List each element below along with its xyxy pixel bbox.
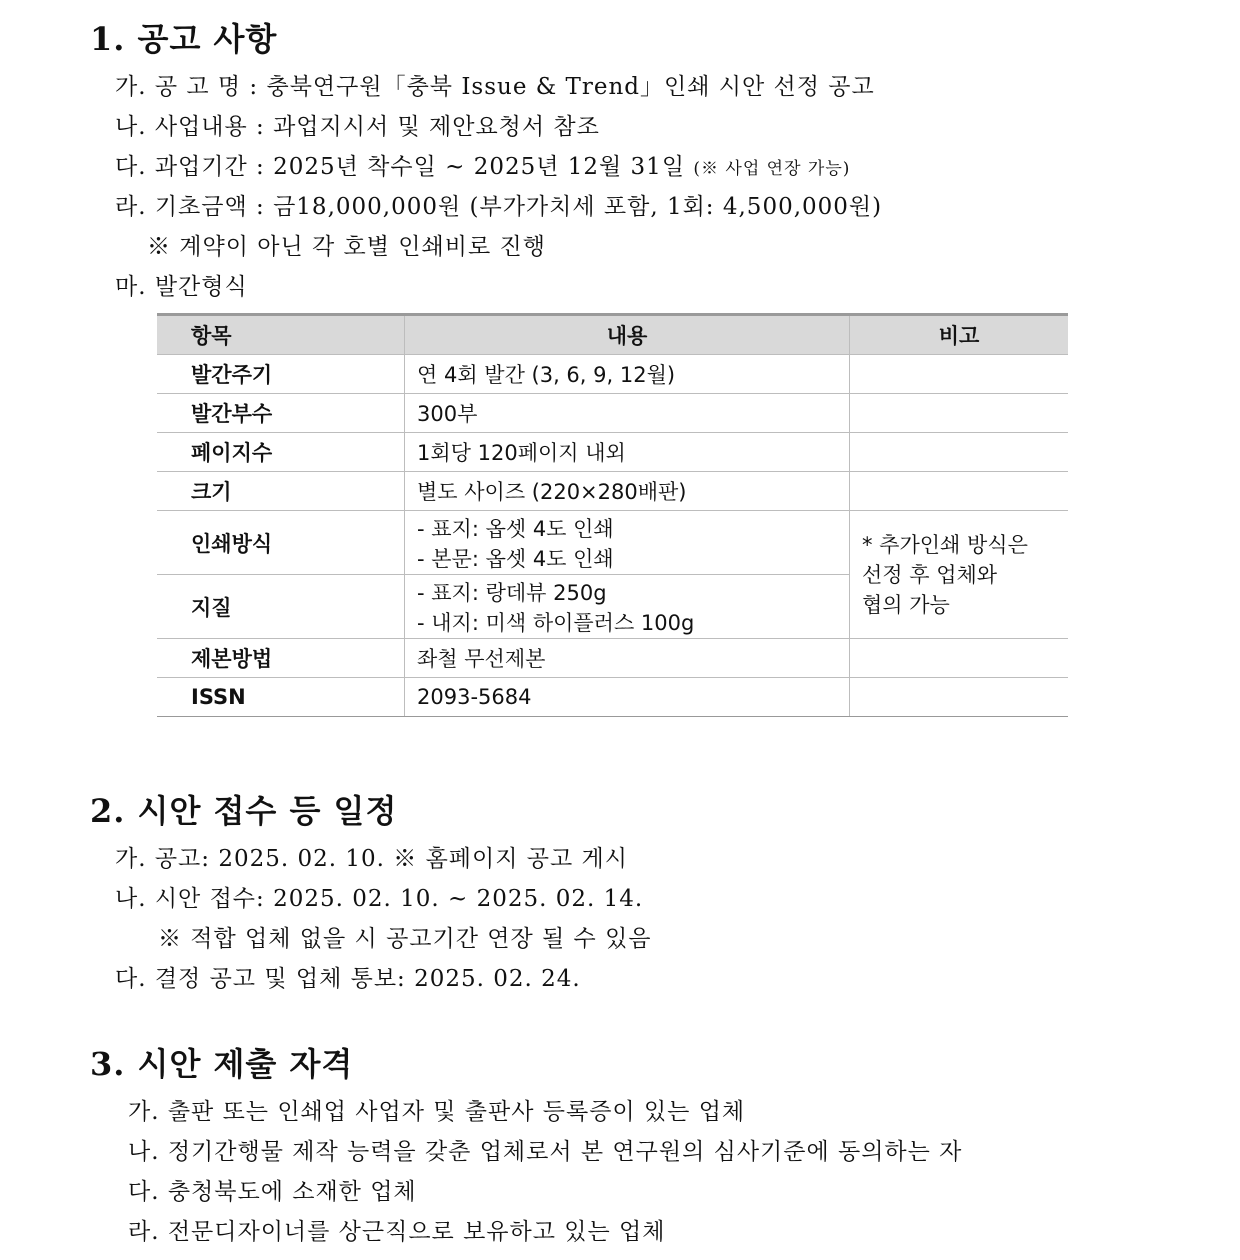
row-content: 1회당 120페이지 내외 [405, 433, 850, 472]
schedule-submission: 나. 시안 접수: 2025. 02. 10. ~ 2025. 02. 14. [115, 886, 644, 912]
base-amount: 라. 기초금액 : 금18,000,000원 (부가가치세 포함, 1회: 4,500,000원) [115, 194, 883, 220]
publication-format-table [157, 313, 1068, 717]
table-row [157, 511, 1068, 575]
row-item: 지질 [157, 575, 405, 639]
table-row [157, 639, 1068, 678]
publication-format-label: 마. 발간형식 [115, 274, 248, 300]
row-item: 발간주기 [157, 355, 405, 394]
row-content: 300부 [405, 394, 850, 433]
table-row [157, 394, 1068, 433]
section-1-title: 1. 공고 사항 [90, 20, 278, 58]
header-item: 항목 [157, 315, 405, 355]
business-content: 나. 사업내용 : 과업지시서 및 제안요청서 참조 [115, 114, 600, 140]
row-remarks [850, 639, 1069, 678]
row-content: 2093-5684 [405, 678, 850, 717]
row-content: 좌철 무선제본 [405, 639, 850, 678]
table-row [157, 355, 1068, 394]
row-content: 별도 사이즈 (220×280배판) [405, 472, 850, 511]
row-content: 연 4회 발간 (3, 6, 9, 12월) [405, 355, 850, 394]
schedule-extension-note: ※ 적합 업체 없을 시 공고기간 연장 될 수 있음 [158, 926, 652, 952]
task-period [115, 148, 850, 181]
row-remarks [850, 678, 1069, 717]
qualification-3: 다. 충청북도에 소재한 업체 [128, 1179, 417, 1205]
header-content: 내용 [405, 315, 850, 355]
table-row [157, 472, 1068, 511]
row-item: 제본방법 [157, 639, 405, 678]
period-extension-note: (※ 사업 연장 가능) [693, 159, 851, 179]
row-remarks [850, 472, 1069, 511]
row-content: - 표지: 랑데뷰 250g - 내지: 미색 하이플러스 100g [405, 575, 850, 639]
row-item: ISSN [157, 678, 405, 717]
row-content: - 표지: 옵셋 4도 인쇄 - 본문: 옵셋 4도 인쇄 [405, 511, 850, 575]
row-item: 크기 [157, 472, 405, 511]
row-item: 발간부수 [157, 394, 405, 433]
qualification-2: 나. 정기간행물 제작 능력을 갖춘 업체로서 본 연구원의 심사기준에 동의하는 자 [128, 1139, 963, 1165]
section-3-title: 3. 시안 제출 자격 [90, 1045, 354, 1083]
notice-name: 가. 공 고 명 : 충북연구원「충북 Issue & Trend」인쇄 시안 선정 공고 [115, 74, 875, 100]
qualification-4: 라. 전문디자이너를 상근직으로 보유하고 있는 업체 [128, 1219, 666, 1245]
qualification-1: 가. 출판 또는 인쇄업 사업자 및 출판사 등록증이 있는 업체 [128, 1099, 746, 1125]
section-2-title: 2. 시안 접수 등 일정 [90, 792, 398, 830]
schedule-notice: 가. 공고: 2025. 02. 10. ※ 홈페이지 공고 게시 [115, 846, 628, 872]
row-item: 페이지수 [157, 433, 405, 472]
task-period-text: 다. 과업기간 : 2025년 착수일 ~ 2025년 12월 31일 [115, 154, 686, 180]
table-row [157, 433, 1068, 472]
schedule-decision: 다. 결정 공고 및 업체 통보: 2025. 02. 24. [115, 966, 581, 992]
table-header-row [157, 315, 1068, 355]
table-row [157, 678, 1068, 717]
row-remarks [850, 355, 1069, 394]
row-remarks [850, 433, 1069, 472]
row-item: 인쇄방식 [157, 511, 405, 575]
base-amount-note: ※ 계약이 아닌 각 호별 인쇄비로 진행 [147, 234, 546, 260]
row-remarks-note: * 추가인쇄 방식은 선정 후 업체와 협의 가능 [850, 511, 1069, 639]
header-remarks: 비고 [850, 315, 1069, 355]
row-remarks [850, 394, 1069, 433]
